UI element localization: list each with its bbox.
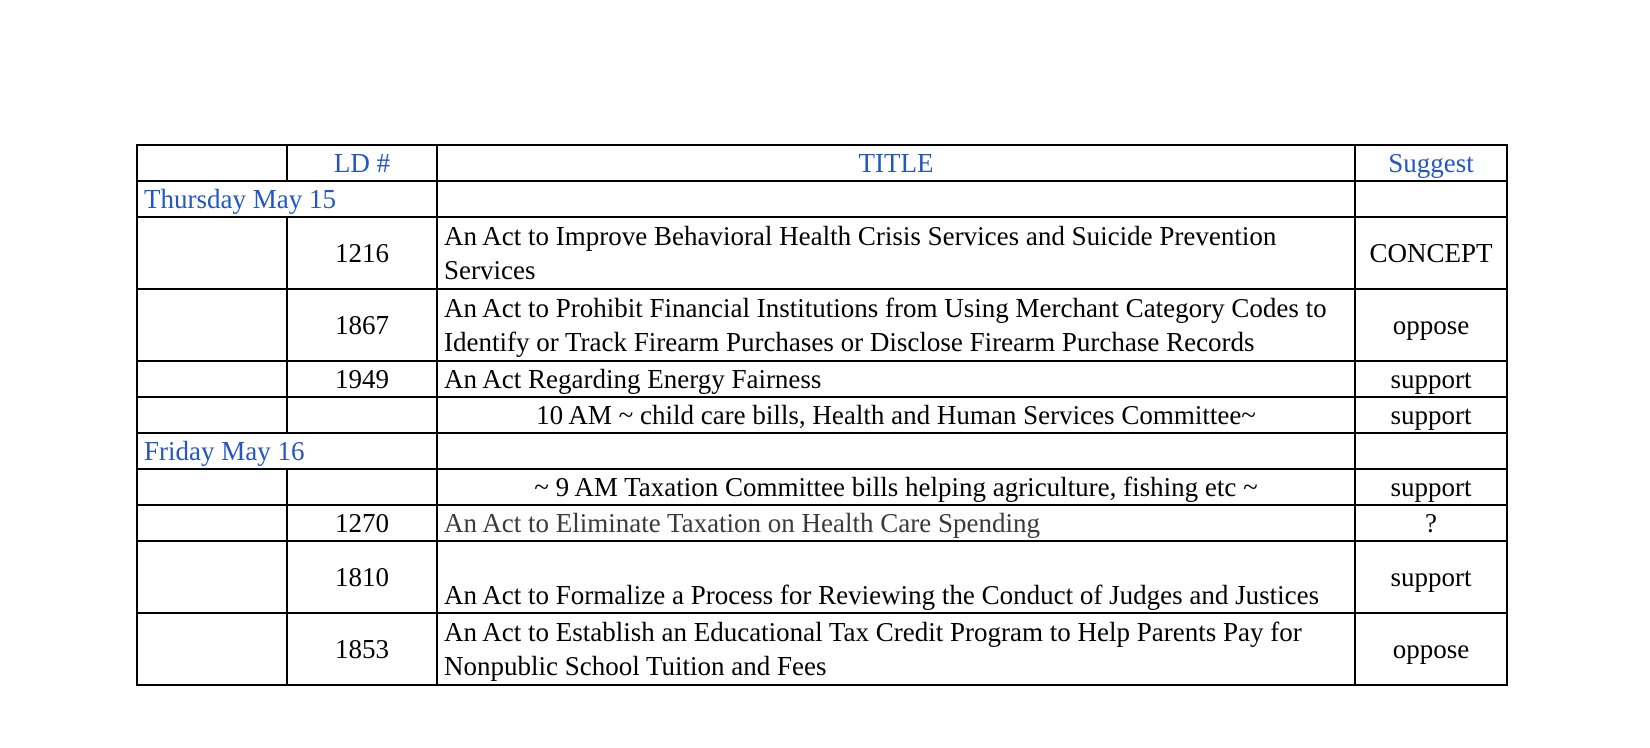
bill-title: An Act to Improve Behavioral Health Crisis Services and Suicide Prevention Services [437,217,1355,289]
header-suggest: Suggest [1355,145,1507,181]
session-note: 10 AM ~ child care bills, Health and Human Services Committee~ [437,397,1355,433]
empty-title-cell [437,181,1355,217]
ld-number: 1853 [287,613,437,685]
bill-row [137,361,1507,397]
day-row-thursday [137,181,1507,217]
empty-suggest-cell [1355,433,1507,469]
day-label: Friday May 16 [137,433,437,469]
suggestion: support [1355,397,1507,433]
ld-number: 1867 [287,289,437,361]
header-day-cell [137,145,287,181]
bill-row [137,613,1507,685]
hearing-schedule-table [136,144,1508,686]
bill-row [137,505,1507,541]
session-note: ~ 9 AM Taxation Committee bills helping agriculture, fishing etc ~ [437,469,1355,505]
session-row [137,469,1507,505]
ld-number: 1949 [287,361,437,397]
bill-title: An Act to Prohibit Financial Institutions from Using Merchant Category Codes to Identify or Track Firearm Purchases or Disclose Firearm Purchase Records [437,289,1355,361]
bill-row [137,217,1507,289]
suggestion: support [1355,541,1507,613]
suggestion: support [1355,469,1507,505]
ld-number [287,397,437,433]
empty-day-cell [137,397,287,433]
header-ld-number: LD # [287,145,437,181]
suggestion: oppose [1355,289,1507,361]
empty-day-cell [137,613,287,685]
day-label: Thursday May 15 [137,181,437,217]
bill-title: An Act Regarding Energy Fairness [437,361,1355,397]
empty-day-cell [137,505,287,541]
header-title: TITLE [437,145,1355,181]
bill-row [137,289,1507,361]
empty-title-cell [437,433,1355,469]
empty-day-cell [137,217,287,289]
suggestion: oppose [1355,613,1507,685]
bill-row [137,541,1507,613]
ld-number [287,469,437,505]
empty-day-cell [137,469,287,505]
bill-title: An Act to Establish an Educational Tax Credit Program to Help Parents Pay for Nonpublic School Tuition and Fees [437,613,1355,685]
bill-title: An Act to Eliminate Taxation on Health Care Spending [437,505,1355,541]
empty-day-cell [137,541,287,613]
session-row [137,397,1507,433]
ld-number: 1270 [287,505,437,541]
suggestion: support [1355,361,1507,397]
bill-title: An Act to Formalize a Process for Reviewing the Conduct of Judges and Justices [437,541,1355,613]
suggestion: CONCEPT [1355,217,1507,289]
ld-number: 1216 [287,217,437,289]
empty-day-cell [137,289,287,361]
suggestion: ? [1355,505,1507,541]
day-row-friday [137,433,1507,469]
empty-day-cell [137,361,287,397]
header-row [137,145,1507,181]
empty-suggest-cell [1355,181,1507,217]
ld-number: 1810 [287,541,437,613]
